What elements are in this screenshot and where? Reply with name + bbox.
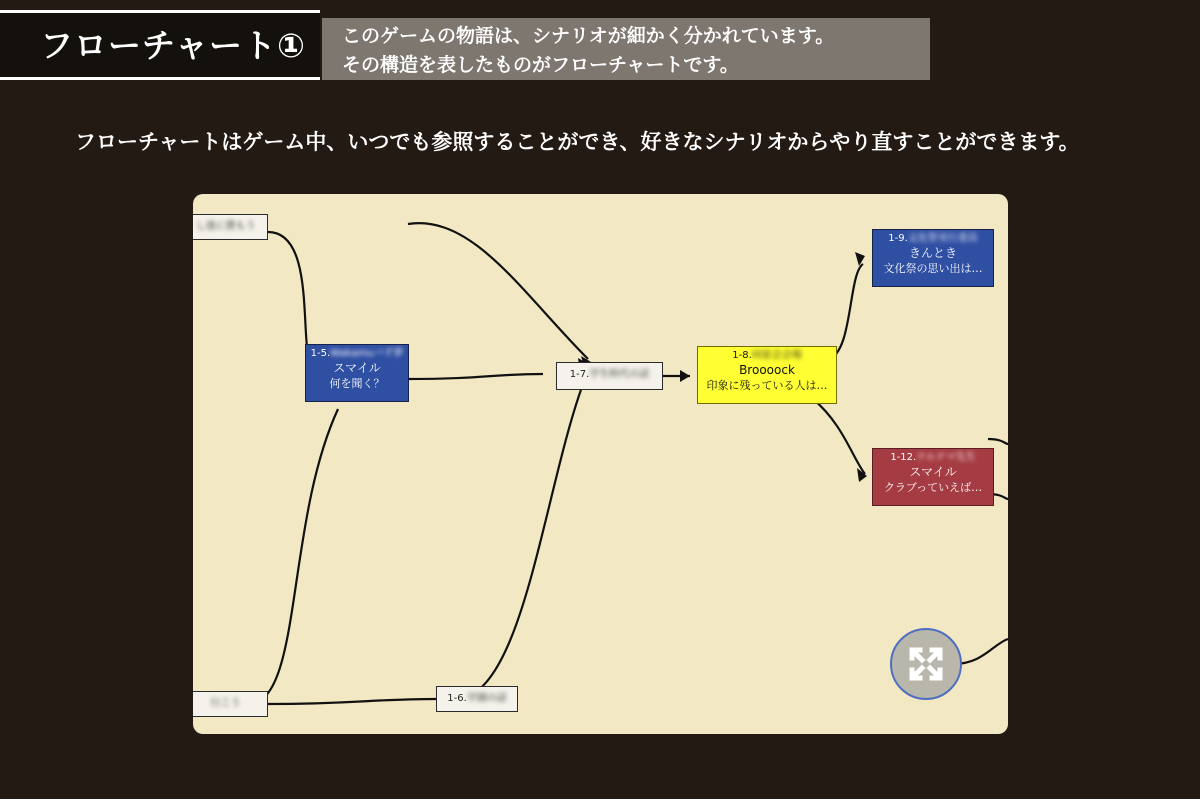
flow-node-number: 1-5.Wakamuバず夢 [310, 348, 404, 359]
flow-node-line2: スマイル [333, 361, 381, 375]
flow-node-line2: スマイル [909, 465, 957, 479]
flow-node-1-6[interactable] [436, 686, 518, 712]
page-title: フローチャート① [40, 26, 306, 65]
fullscreen-button[interactable] [890, 628, 962, 700]
flow-node-line2: きんとき [908, 246, 957, 260]
flow-node-title: 文化祭実行委員 [907, 233, 978, 244]
flow-node-number: 1-6.学園の話 [447, 693, 507, 704]
flow-node-1-8[interactable] [697, 346, 837, 404]
flow-node-title: 学生時代の話 [589, 369, 650, 380]
flow-node-title: Wakamuバず夢 [330, 348, 404, 359]
header-caption-line1: このゲームの物語は、シナリオが細かく分かれています。 [342, 25, 835, 47]
header-caption [322, 18, 930, 80]
flow-node-line3: 何を聞く？ [329, 377, 385, 390]
flow-node-title: 行こう [210, 698, 241, 709]
flow-node-title: し達に費もう [195, 221, 256, 232]
flow-node-line2: Broooock [739, 363, 795, 377]
flow-node-bottom-left[interactable] [193, 691, 268, 717]
flow-node-number: 1-12.ナルナマ先生 [890, 452, 976, 463]
flow-node-1-7[interactable] [556, 362, 663, 390]
flow-node-title: 同窓会会場 [751, 350, 802, 361]
flow-node-title: 学園の話 [466, 693, 507, 704]
flow-node-1-5[interactable] [305, 344, 409, 402]
flow-node-number: 1-7.学生時代の話 [569, 369, 650, 380]
flow-node-line3: 印象に残っている人は… [706, 379, 828, 392]
flow-node-title: ナルナマ先生 [916, 452, 976, 463]
flow-node-1-9[interactable] [872, 229, 994, 287]
flow-node-top-left[interactable] [193, 214, 268, 240]
flow-node-line3: 文化祭の思い出は… [883, 262, 983, 275]
flow-node-number: 1-8.同窓会会場 [732, 350, 802, 361]
flow-node-1-12[interactable] [872, 448, 994, 506]
flowchart-panel[interactable] [193, 194, 1008, 734]
fullscreen-icon [892, 630, 960, 698]
lead-text: フローチャートはゲーム中、いつでも参照することができ、好きなシナリオからやり直すことができます。 [75, 130, 1080, 154]
flow-node-number: 1-9.文化祭実行委員 [888, 233, 978, 244]
flow-node-line3: クラブっていえば… [883, 481, 983, 494]
header-caption-line2: その構造を表したものがフローチャートです。 [342, 54, 739, 76]
